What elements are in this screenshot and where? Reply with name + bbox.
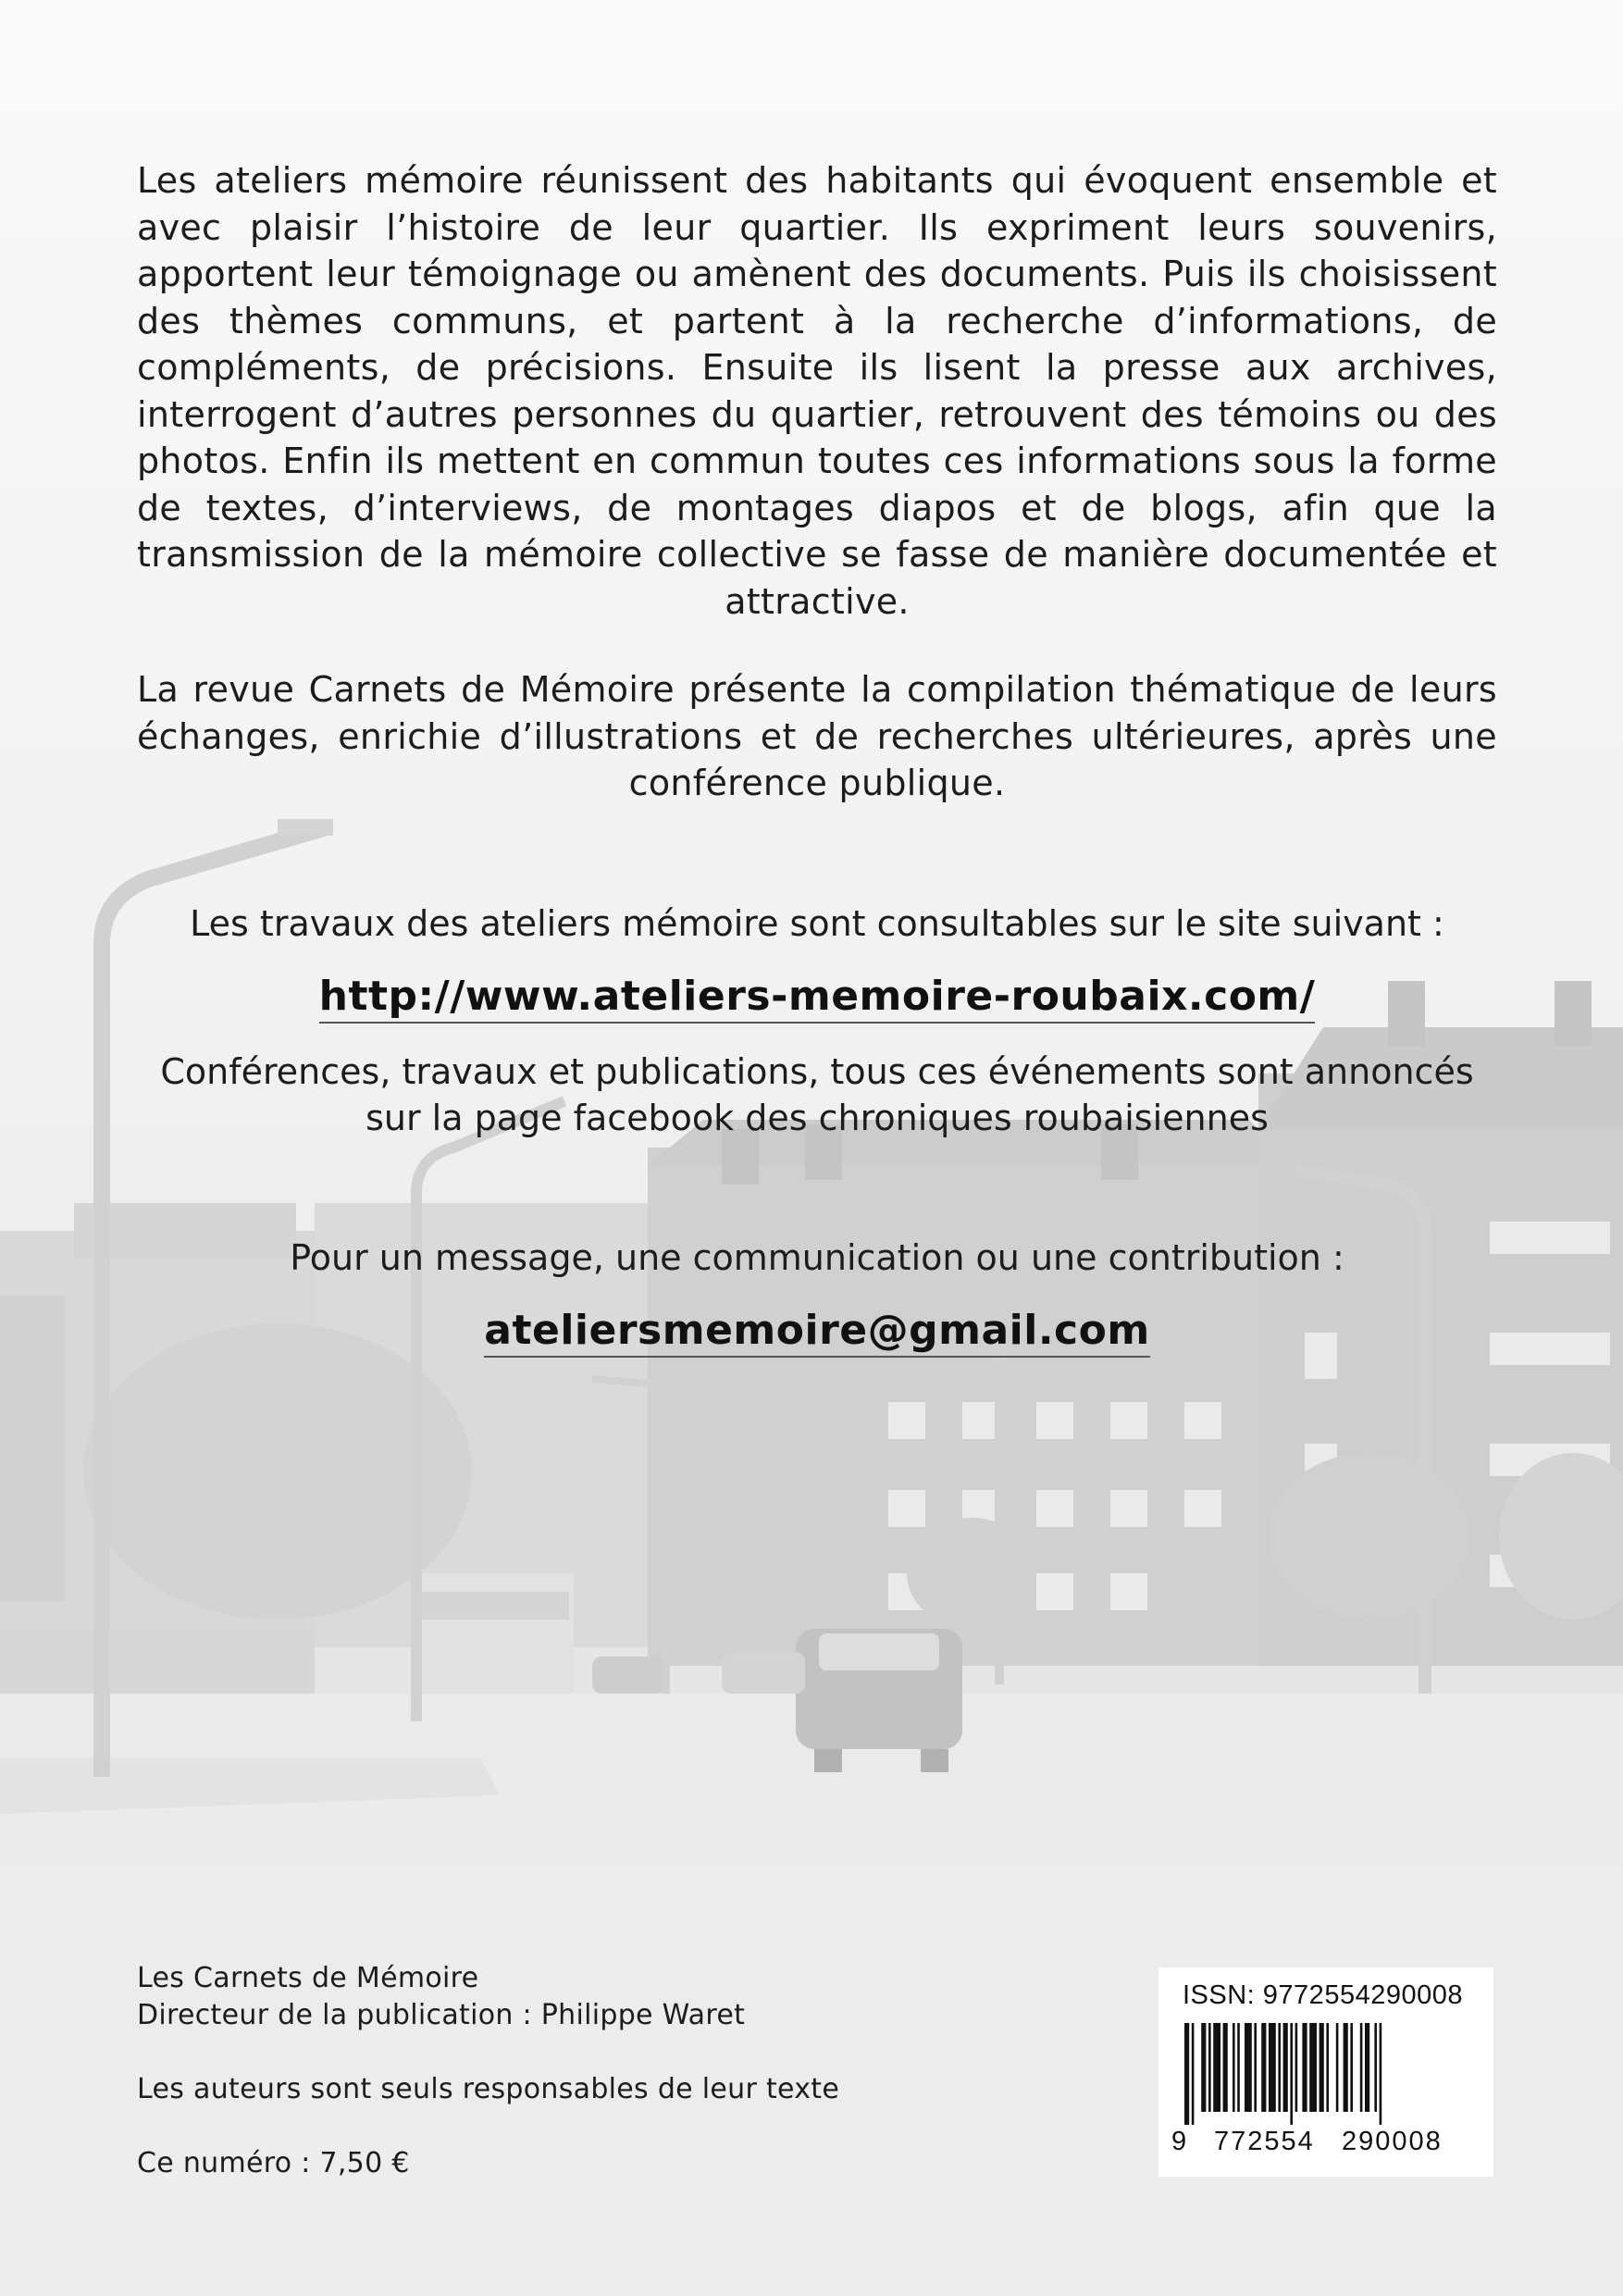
facebook-line-1: Conférences, travaux et publications, tous ces événements sont annoncés: [160, 1051, 1474, 1092]
barcode-digit-first: 9: [1171, 2127, 1187, 2156]
facebook-announcement: [137, 1049, 1497, 1141]
barcode-digits-left: 772554: [1214, 2127, 1315, 2156]
email-line: [137, 1308, 1497, 1355]
barcode-digits-right: 290008: [1342, 2127, 1443, 2156]
issn-barcode: [1158, 1967, 1493, 2177]
contact-text: Pour un message, une communication ou une contribution :: [290, 1237, 1344, 1278]
consult-text: Les travaux des ateliers mémoire sont consultables sur le site suivant :: [190, 903, 1444, 944]
website-link[interactable]: http://www.ateliers-memoire-roubaix.com/: [319, 973, 1316, 1024]
issn-label: ISSN: 9772554290008: [1183, 1980, 1463, 2010]
website-line: [137, 974, 1497, 1021]
intro-paragraph: Les ateliers mémoire réunissent des habitants qui évoquent ensemble et avec plaisir l’histoire de leur quartier. Ils expriment leurs souvenirs, apportent leur témoignage ou amènent des documents. Puis ils choisissent des thèmes communs, et partent à la recherche d’informations, de compléments, de précisions. Ensuite ils lisent la presse aux archives, interrogent d’autres personnes du quartier, retrouvent des témoins ou des photos. Enfin ils mettent en commun toutes ces informations sous la forme de textes, d’interviews, de montages diapos et de blogs, afin que la transmission de la mémoire collective se fasse de manière documentée et attractive.: [137, 160, 1497, 622]
barcode-icon: [1184, 2023, 1471, 2125]
facebook-line-2: sur la page facebook des chroniques roubaisiennes: [365, 1098, 1269, 1138]
publication-director: Directeur de la publication : Philippe Waret: [137, 1999, 746, 2031]
email-link[interactable]: ateliersmemoire@gmail.com: [484, 1307, 1149, 1358]
authors-disclaimer: Les auteurs sont seuls responsables de leur texte: [137, 2073, 840, 2105]
revue-paragraph: La revue Carnets de Mémoire présente la compilation thématique de leurs échanges, enrichie d’illustrations et de recherches ultérieures, après une conférence publique.: [137, 669, 1497, 803]
publication-title: Les Carnets de Mémoire: [137, 1962, 479, 1994]
issue-price: Ce numéro : 7,50 €: [137, 2147, 410, 2179]
